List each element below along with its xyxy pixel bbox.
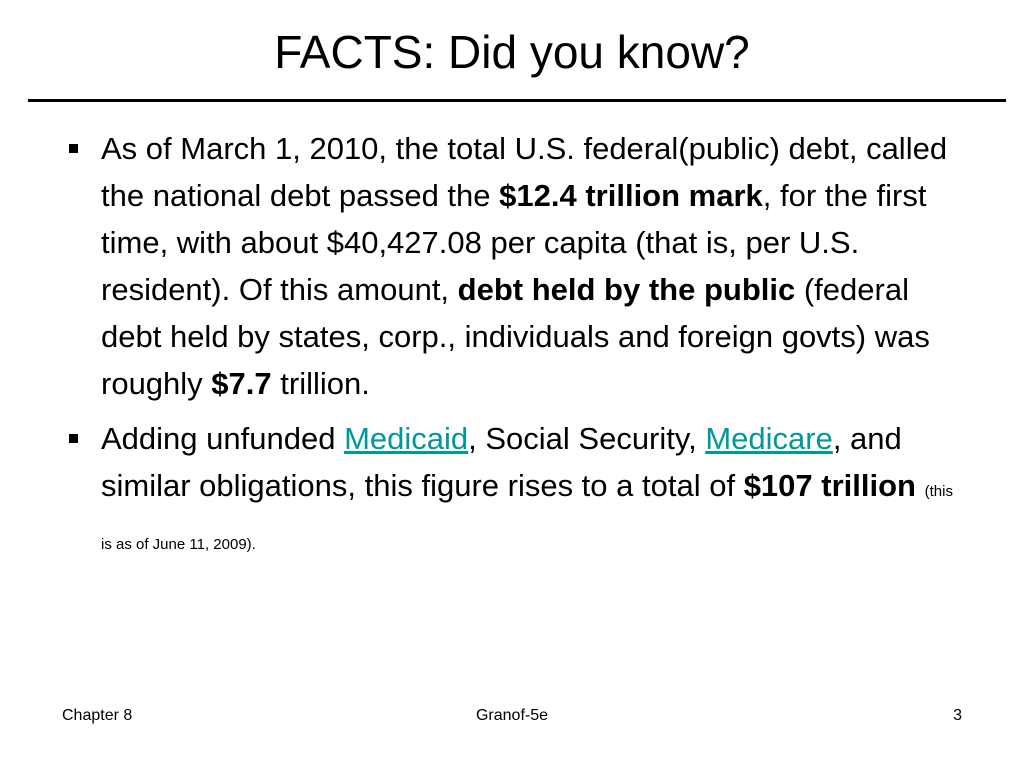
bullet-text-segment: , Social Security, (468, 421, 706, 456)
bullet-text-segment: , and similar obligations, this figure rises to a total of (101, 421, 902, 503)
bullet-text-bold: $7.7 (211, 366, 272, 401)
title-divider (28, 99, 1006, 102)
bullet-item (60, 125, 960, 407)
medicare-link[interactable]: Medicare (705, 421, 833, 456)
bullet-text-bold: debt held by the public (457, 272, 796, 307)
bullet-text (101, 415, 961, 568)
medicaid-link[interactable]: Medicaid (344, 421, 469, 456)
footer-source: Granof-5e (475, 707, 549, 724)
bullet-text-segment: (federal debt held by states, corp., individuals and foreign govts) was roughly (101, 272, 930, 401)
bullet-text-segment: , for the first time, with about $40,427.08 per capita (that is, per U.S. resident). Of this amount, (101, 178, 927, 307)
square-bullet-icon (69, 144, 78, 153)
bullet-item (60, 415, 960, 568)
bullet-text-segment: Adding unfunded (101, 421, 345, 456)
bullet-text-bold: $12.4 trillion mark (499, 178, 763, 213)
footer-page-number: 3 (953, 707, 962, 724)
bullet-text-segment: As of March 1, 2010, the total U.S. federal(public) debt, called the national debt passed the (101, 131, 948, 213)
bullet-text-segment (916, 468, 925, 503)
bullet-text (101, 125, 961, 407)
footer-chapter: Chapter 8 (62, 707, 133, 724)
slide-title: FACTS: Did you know? (274, 26, 750, 78)
bullet-text-bold: $107 trillion (743, 468, 916, 503)
bullet-list (60, 125, 960, 576)
date-note: (this is as of June 11, 2009). (101, 483, 953, 553)
bullet-text-segment: trillion. (271, 366, 370, 401)
square-bullet-icon (69, 434, 78, 443)
